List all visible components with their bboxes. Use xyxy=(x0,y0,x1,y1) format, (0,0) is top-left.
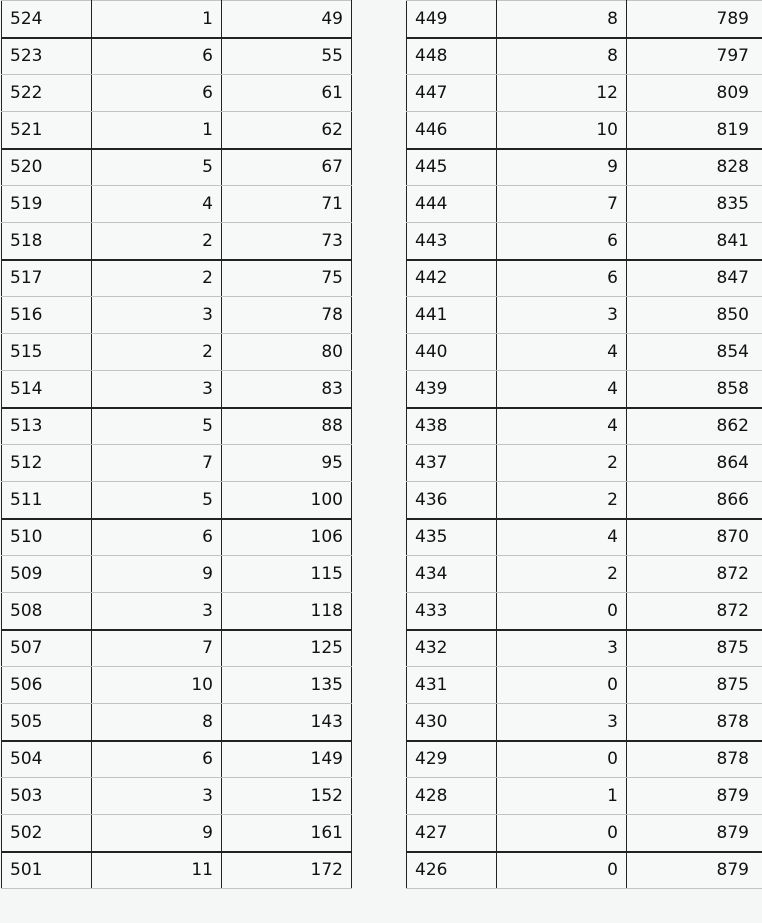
score-cell: 441 xyxy=(407,297,497,334)
table-row xyxy=(2,519,352,556)
count-cell: 12 xyxy=(497,75,627,112)
cumulative-cell: 149 xyxy=(222,741,352,778)
table-row xyxy=(2,260,352,297)
cumulative-cell: 835 xyxy=(627,186,762,223)
table-row xyxy=(407,445,762,482)
score-cell: 502 xyxy=(2,815,92,852)
cumulative-cell: 95 xyxy=(222,445,352,482)
count-cell: 0 xyxy=(497,741,627,778)
score-cell: 521 xyxy=(2,112,92,149)
count-cell: 3 xyxy=(497,704,627,741)
score-cell: 439 xyxy=(407,371,497,408)
count-cell: 4 xyxy=(497,371,627,408)
score-cell: 436 xyxy=(407,482,497,519)
count-cell: 3 xyxy=(92,778,222,815)
table-row xyxy=(407,704,762,741)
table-row xyxy=(407,260,762,297)
cumulative-cell: 115 xyxy=(222,556,352,593)
count-cell: 7 xyxy=(92,630,222,667)
count-cell: 8 xyxy=(497,1,627,38)
count-cell: 4 xyxy=(497,519,627,556)
table-row xyxy=(407,112,762,149)
score-cell: 433 xyxy=(407,593,497,630)
score-cell: 448 xyxy=(407,38,497,75)
cumulative-cell: 106 xyxy=(222,519,352,556)
score-cell: 437 xyxy=(407,445,497,482)
cumulative-cell: 878 xyxy=(627,741,762,778)
count-cell: 3 xyxy=(497,630,627,667)
cumulative-cell: 872 xyxy=(627,556,762,593)
score-table-right xyxy=(406,0,762,889)
count-cell: 11 xyxy=(92,852,222,889)
table-row xyxy=(407,482,762,519)
table-row xyxy=(407,297,762,334)
table-row xyxy=(2,815,352,852)
table-row xyxy=(407,75,762,112)
table-row xyxy=(2,482,352,519)
score-cell: 520 xyxy=(2,149,92,186)
score-cell: 440 xyxy=(407,334,497,371)
score-cell: 509 xyxy=(2,556,92,593)
cumulative-cell: 847 xyxy=(627,260,762,297)
cumulative-cell: 879 xyxy=(627,815,762,852)
table-row xyxy=(407,593,762,630)
count-cell: 5 xyxy=(92,149,222,186)
score-cell: 508 xyxy=(2,593,92,630)
table-row xyxy=(2,704,352,741)
score-cell: 505 xyxy=(2,704,92,741)
table-row xyxy=(2,223,352,260)
cumulative-cell: 854 xyxy=(627,334,762,371)
count-cell: 4 xyxy=(497,334,627,371)
score-cell: 510 xyxy=(2,519,92,556)
count-cell: 5 xyxy=(92,408,222,445)
count-cell: 2 xyxy=(497,445,627,482)
count-cell: 6 xyxy=(92,741,222,778)
count-cell: 0 xyxy=(497,852,627,889)
table-row xyxy=(407,519,762,556)
cumulative-cell: 80 xyxy=(222,334,352,371)
score-cell: 449 xyxy=(407,1,497,38)
score-cell: 446 xyxy=(407,112,497,149)
count-cell: 7 xyxy=(497,186,627,223)
table-row xyxy=(407,852,762,889)
table-row xyxy=(2,556,352,593)
count-cell: 9 xyxy=(497,149,627,186)
score-cell: 506 xyxy=(2,667,92,704)
score-cell: 432 xyxy=(407,630,497,667)
count-cell: 0 xyxy=(497,667,627,704)
table-row xyxy=(2,297,352,334)
table-row xyxy=(2,186,352,223)
table-row xyxy=(407,371,762,408)
count-cell: 6 xyxy=(92,75,222,112)
cumulative-cell: 841 xyxy=(627,223,762,260)
count-cell: 2 xyxy=(497,482,627,519)
cumulative-cell: 71 xyxy=(222,186,352,223)
score-cell: 523 xyxy=(2,38,92,75)
cumulative-cell: 73 xyxy=(222,223,352,260)
score-cell: 504 xyxy=(2,741,92,778)
table-row xyxy=(2,38,352,75)
cumulative-cell: 872 xyxy=(627,593,762,630)
score-cell: 516 xyxy=(2,297,92,334)
cumulative-cell: 67 xyxy=(222,149,352,186)
score-cell: 513 xyxy=(2,408,92,445)
table-row xyxy=(2,593,352,630)
cumulative-cell: 878 xyxy=(627,704,762,741)
cumulative-cell: 78 xyxy=(222,297,352,334)
score-cell: 444 xyxy=(407,186,497,223)
count-cell: 5 xyxy=(92,482,222,519)
count-cell: 0 xyxy=(497,815,627,852)
cumulative-cell: 850 xyxy=(627,297,762,334)
count-cell: 2 xyxy=(92,223,222,260)
cumulative-cell: 879 xyxy=(627,778,762,815)
count-cell: 0 xyxy=(497,593,627,630)
score-cell: 428 xyxy=(407,778,497,815)
count-cell: 3 xyxy=(92,371,222,408)
table-row xyxy=(2,112,352,149)
score-cell: 507 xyxy=(2,630,92,667)
table-row xyxy=(407,667,762,704)
table-row xyxy=(407,149,762,186)
cumulative-cell: 88 xyxy=(222,408,352,445)
table-row xyxy=(2,408,352,445)
table-row xyxy=(407,408,762,445)
score-cell: 515 xyxy=(2,334,92,371)
cumulative-cell: 125 xyxy=(222,630,352,667)
table-row xyxy=(2,741,352,778)
table-row xyxy=(407,741,762,778)
table-row xyxy=(2,149,352,186)
score-table-left-body xyxy=(2,1,352,889)
score-cell: 431 xyxy=(407,667,497,704)
count-cell: 3 xyxy=(92,593,222,630)
table-row xyxy=(2,667,352,704)
score-table-left xyxy=(1,0,352,889)
score-cell: 435 xyxy=(407,519,497,556)
cumulative-cell: 152 xyxy=(222,778,352,815)
table-row xyxy=(407,778,762,815)
count-cell: 10 xyxy=(497,112,627,149)
score-cell: 445 xyxy=(407,149,497,186)
count-cell: 10 xyxy=(92,667,222,704)
count-cell: 6 xyxy=(92,519,222,556)
score-cell: 519 xyxy=(2,186,92,223)
table-row xyxy=(2,778,352,815)
count-cell: 9 xyxy=(92,556,222,593)
table-row xyxy=(407,815,762,852)
count-cell: 6 xyxy=(497,260,627,297)
count-cell: 3 xyxy=(92,297,222,334)
count-cell: 8 xyxy=(92,704,222,741)
score-table-right-body xyxy=(407,1,762,889)
score-cell: 501 xyxy=(2,852,92,889)
table-row xyxy=(2,445,352,482)
count-cell: 6 xyxy=(497,223,627,260)
score-cell: 434 xyxy=(407,556,497,593)
count-cell: 8 xyxy=(497,38,627,75)
table-row xyxy=(407,38,762,75)
score-cell: 429 xyxy=(407,741,497,778)
count-cell: 1 xyxy=(497,778,627,815)
count-cell: 2 xyxy=(497,556,627,593)
count-cell: 4 xyxy=(92,186,222,223)
table-row xyxy=(2,371,352,408)
count-cell: 1 xyxy=(92,112,222,149)
cumulative-cell: 100 xyxy=(222,482,352,519)
cumulative-cell: 862 xyxy=(627,408,762,445)
score-cell: 518 xyxy=(2,223,92,260)
cumulative-cell: 797 xyxy=(627,38,762,75)
score-cell: 438 xyxy=(407,408,497,445)
cumulative-cell: 879 xyxy=(627,852,762,889)
cumulative-cell: 118 xyxy=(222,593,352,630)
cumulative-cell: 55 xyxy=(222,38,352,75)
count-cell: 6 xyxy=(92,38,222,75)
table-row xyxy=(2,75,352,112)
score-cell: 511 xyxy=(2,482,92,519)
score-cell: 503 xyxy=(2,778,92,815)
cumulative-cell: 143 xyxy=(222,704,352,741)
table-row xyxy=(2,630,352,667)
table-row xyxy=(2,1,352,38)
count-cell: 3 xyxy=(497,297,627,334)
table-row xyxy=(407,556,762,593)
cumulative-cell: 819 xyxy=(627,112,762,149)
table-row xyxy=(407,334,762,371)
score-cell: 512 xyxy=(2,445,92,482)
cumulative-cell: 49 xyxy=(222,1,352,38)
cumulative-cell: 858 xyxy=(627,371,762,408)
cumulative-cell: 135 xyxy=(222,667,352,704)
count-cell: 1 xyxy=(92,1,222,38)
table-row xyxy=(2,852,352,889)
count-cell: 2 xyxy=(92,260,222,297)
score-cell: 426 xyxy=(407,852,497,889)
cumulative-cell: 870 xyxy=(627,519,762,556)
cumulative-cell: 62 xyxy=(222,112,352,149)
score-cell: 430 xyxy=(407,704,497,741)
cumulative-cell: 161 xyxy=(222,815,352,852)
table-row xyxy=(407,1,762,38)
score-cell: 443 xyxy=(407,223,497,260)
cumulative-cell: 875 xyxy=(627,630,762,667)
cumulative-cell: 172 xyxy=(222,852,352,889)
score-cell: 514 xyxy=(2,371,92,408)
cumulative-cell: 809 xyxy=(627,75,762,112)
score-cell: 447 xyxy=(407,75,497,112)
table-row xyxy=(407,630,762,667)
cumulative-cell: 875 xyxy=(627,667,762,704)
cumulative-cell: 75 xyxy=(222,260,352,297)
cumulative-cell: 866 xyxy=(627,482,762,519)
score-cell: 524 xyxy=(2,1,92,38)
cumulative-cell: 61 xyxy=(222,75,352,112)
count-cell: 4 xyxy=(497,408,627,445)
score-cell: 517 xyxy=(2,260,92,297)
score-cell: 427 xyxy=(407,815,497,852)
cumulative-cell: 83 xyxy=(222,371,352,408)
cumulative-cell: 864 xyxy=(627,445,762,482)
table-row xyxy=(407,223,762,260)
cumulative-cell: 828 xyxy=(627,149,762,186)
score-cell: 522 xyxy=(2,75,92,112)
table-row xyxy=(2,334,352,371)
count-cell: 7 xyxy=(92,445,222,482)
cumulative-cell: 789 xyxy=(627,1,762,38)
table-row xyxy=(407,186,762,223)
score-cell: 442 xyxy=(407,260,497,297)
count-cell: 2 xyxy=(92,334,222,371)
count-cell: 9 xyxy=(92,815,222,852)
